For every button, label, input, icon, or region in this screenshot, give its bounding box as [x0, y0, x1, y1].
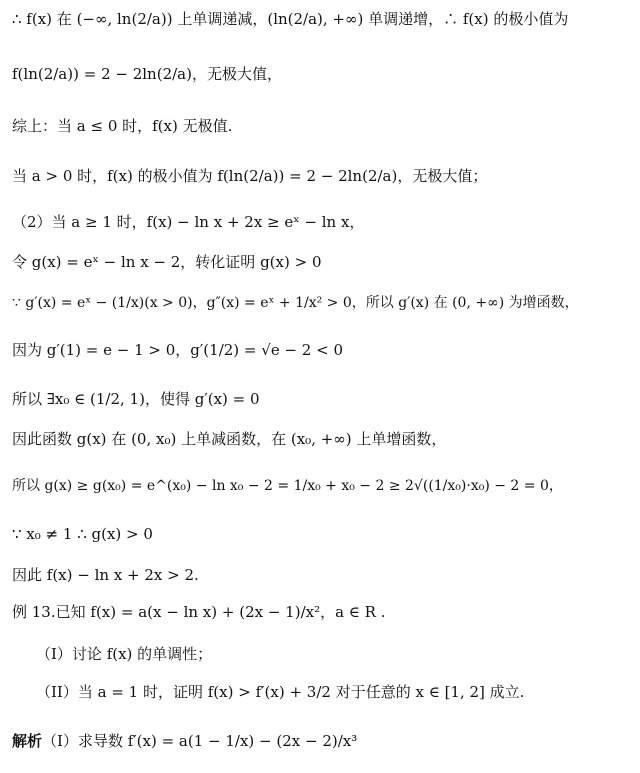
line-6: 令 g(x) = eˣ − ln x − 2，转化证明 g(x) > 0 — [12, 253, 322, 271]
line-9: 所以 ∃x₀ ∈ (1/2, 1)，使得 g′(x) = 0 — [12, 390, 260, 408]
line-2: f(ln(2/a)) = 2 − 2ln(2/a)，无极大值， — [12, 65, 282, 83]
line-12: ∵ x₀ ≠ 1 ∴ g(x) > 0 — [12, 525, 153, 543]
line-10: 因此函数 g(x) 在 (0, x₀) 上单减函数，在 (x₀, +∞) 上单增函数， — [12, 430, 447, 448]
line-7: ∵ g′(x) = eˣ − (1/x)(x > 0)，g″(x) = eˣ + 1/x² > 0，所以 g′(x) 在 (0, +∞) 为增函数， — [12, 295, 579, 311]
line-1: ∴ f(x) 在 (−∞, ln(2/a)) 上单调递减，(ln(2/a), +∞) 单调递增，∴ f(x) 的极小值为 — [12, 10, 569, 28]
line-17 — [0, 731, 640, 751]
line-8: 因为 g′(1) = e − 1 > 0，g′(1/2) = √e − 2 < 0 — [12, 341, 343, 359]
line-4: 当 a > 0 时，f(x) 的极小值为 f(ln(2/a)) = 2 − 2ln(2/a)，无极大值； — [12, 167, 488, 185]
line-13: 因此 f(x) − ln x + 2x > 2. — [12, 566, 199, 584]
line-15: （I）讨论 f(x) 的单调性； — [36, 645, 213, 663]
line-17-text: （I）求导数 f′(x) = a(1 − 1/x) − (2x − 2)/x³ — [42, 732, 358, 750]
line-16: （II）当 a = 1 时，证明 f(x) > f′(x) + 3/2 对于任意的 x ∈ [1, 2] 成立. — [36, 683, 525, 701]
line-5: （2）当 a ≥ 1 时，f(x) − ln x + 2x ≥ eˣ − ln x， — [12, 213, 365, 231]
analysis-label: 解析 — [12, 732, 43, 750]
line-14: 例 13.已知 f(x) = a(x − ln x) + (2x − 1)/x²，a ∈ R . — [12, 603, 386, 621]
line-3: 综上：当 a ≤ 0 时，f(x) 无极值. — [12, 117, 233, 135]
line-11: 所以 g(x) ≥ g(x₀) = e^(x₀) − ln x₀ − 2 = 1/x₀ + x₀ − 2 ≥ 2√((1/x₀)·x₀) − 2 = 0， — [12, 478, 563, 494]
